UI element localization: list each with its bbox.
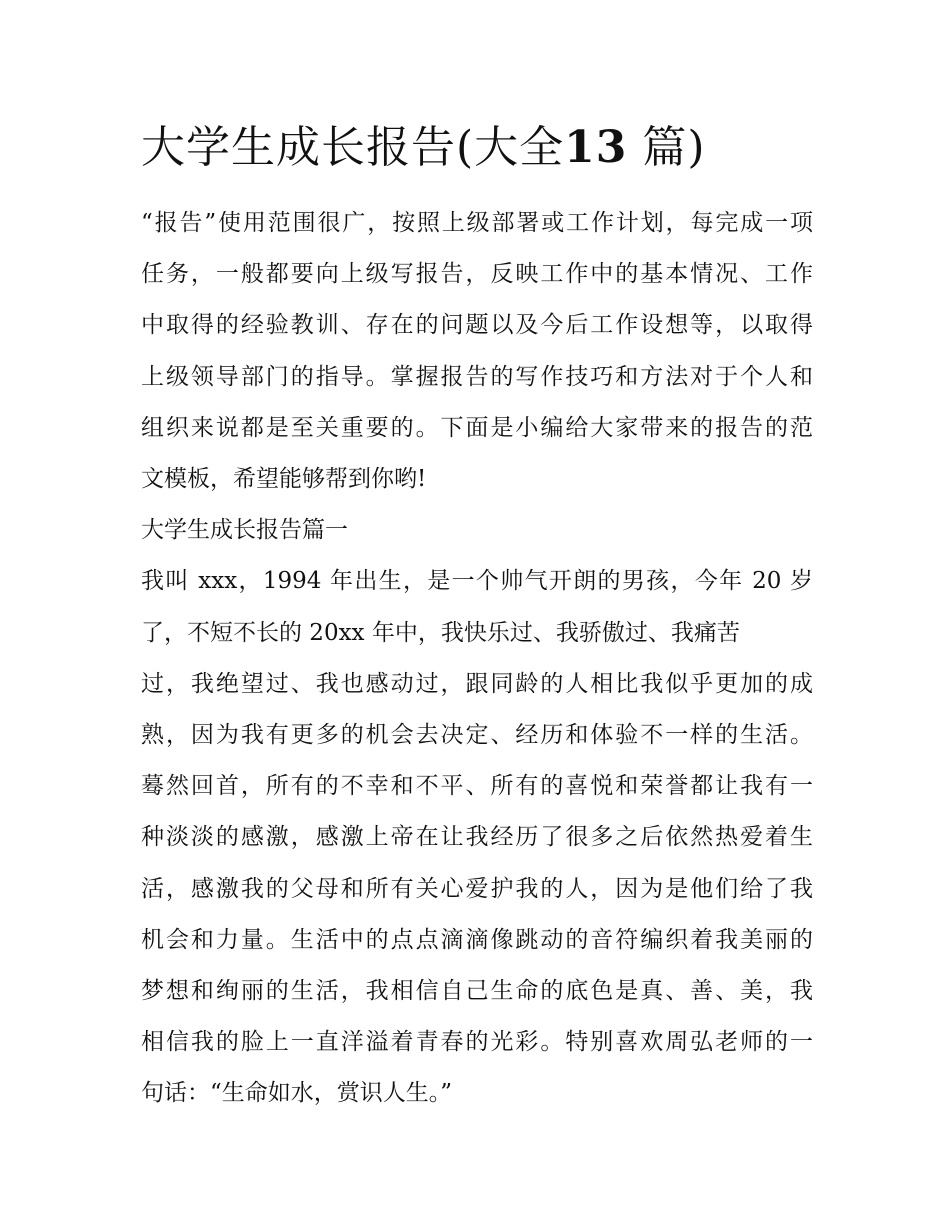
title-number: 13 — [564, 122, 628, 173]
paragraph-line: 过，我绝望过、我也感动过，跟同龄的人相比我似乎更加的成 — [141, 670, 813, 697]
paragraph-line: “报告”使用范围很广，按照上级部署或工作计划，每完成一项 — [141, 210, 813, 236]
title-text-end: 篇) — [642, 122, 706, 173]
paragraph-line: 蓦然回首，所有的不幸和不平、所有的喜悦和荣誉都让我有一 — [141, 773, 813, 800]
paragraph-line: 句话：“生命如水，赏识人生。” — [141, 1080, 453, 1107]
section-heading: 大学生成长报告篇一 — [141, 517, 348, 544]
paragraph-line: 上级领导部门的指导。掌握报告的写作技巧和方法对于个人和 — [141, 363, 813, 390]
title-text: 大学生成长报告(大全 — [141, 122, 565, 173]
paragraph-line: 机会和力量。生活中的点点滴滴像跳动的音符编织着我美丽的 — [141, 926, 813, 953]
paragraph-line: 相信我的脸上一直洋溢着青春的光彩。特别喜欢周弘老师的一 — [141, 1029, 813, 1056]
paragraph-line: 中取得的经验教训、存在的问题以及今后工作设想等，以取得 — [141, 312, 813, 339]
paragraph-line: 我叫 xxx，1994 年出生，是一个帅气开朗的男孩，今年 20 岁 — [141, 568, 813, 595]
document-page — [141, 118, 813, 1120]
intro-paragraph — [141, 198, 813, 505]
paragraph-line: 活，感激我的父母和所有关心爱护我的人，因为是他们给了我 — [141, 875, 813, 902]
section-paragraph — [141, 556, 813, 1119]
paragraph-line: 熟，因为我有更多的机会去决定、经历和体验不一样的生活。 — [141, 722, 813, 749]
document-title — [141, 118, 813, 178]
paragraph-line: 了，不短不长的 20xx 年中，我快乐过、我骄傲过、我痛苦 — [141, 619, 740, 646]
paragraph-line: 种淡淡的感激，感激上帝在让我经历了很多之后依然热爱着生 — [141, 824, 813, 851]
paragraph-line: 文模板，希望能够帮到你哟! — [141, 466, 427, 493]
paragraph-line: 任务，一般都要向上级写报告，反映工作中的基本情况、工作 — [141, 261, 813, 288]
paragraph-line: 组织来说都是至关重要的。下面是小编给大家带来的报告的范 — [141, 414, 813, 441]
title-suffix — [627, 122, 642, 173]
paragraph-line: 梦想和绚丽的生活，我相信自己生命的底色是真、善、美，我 — [141, 978, 813, 1005]
